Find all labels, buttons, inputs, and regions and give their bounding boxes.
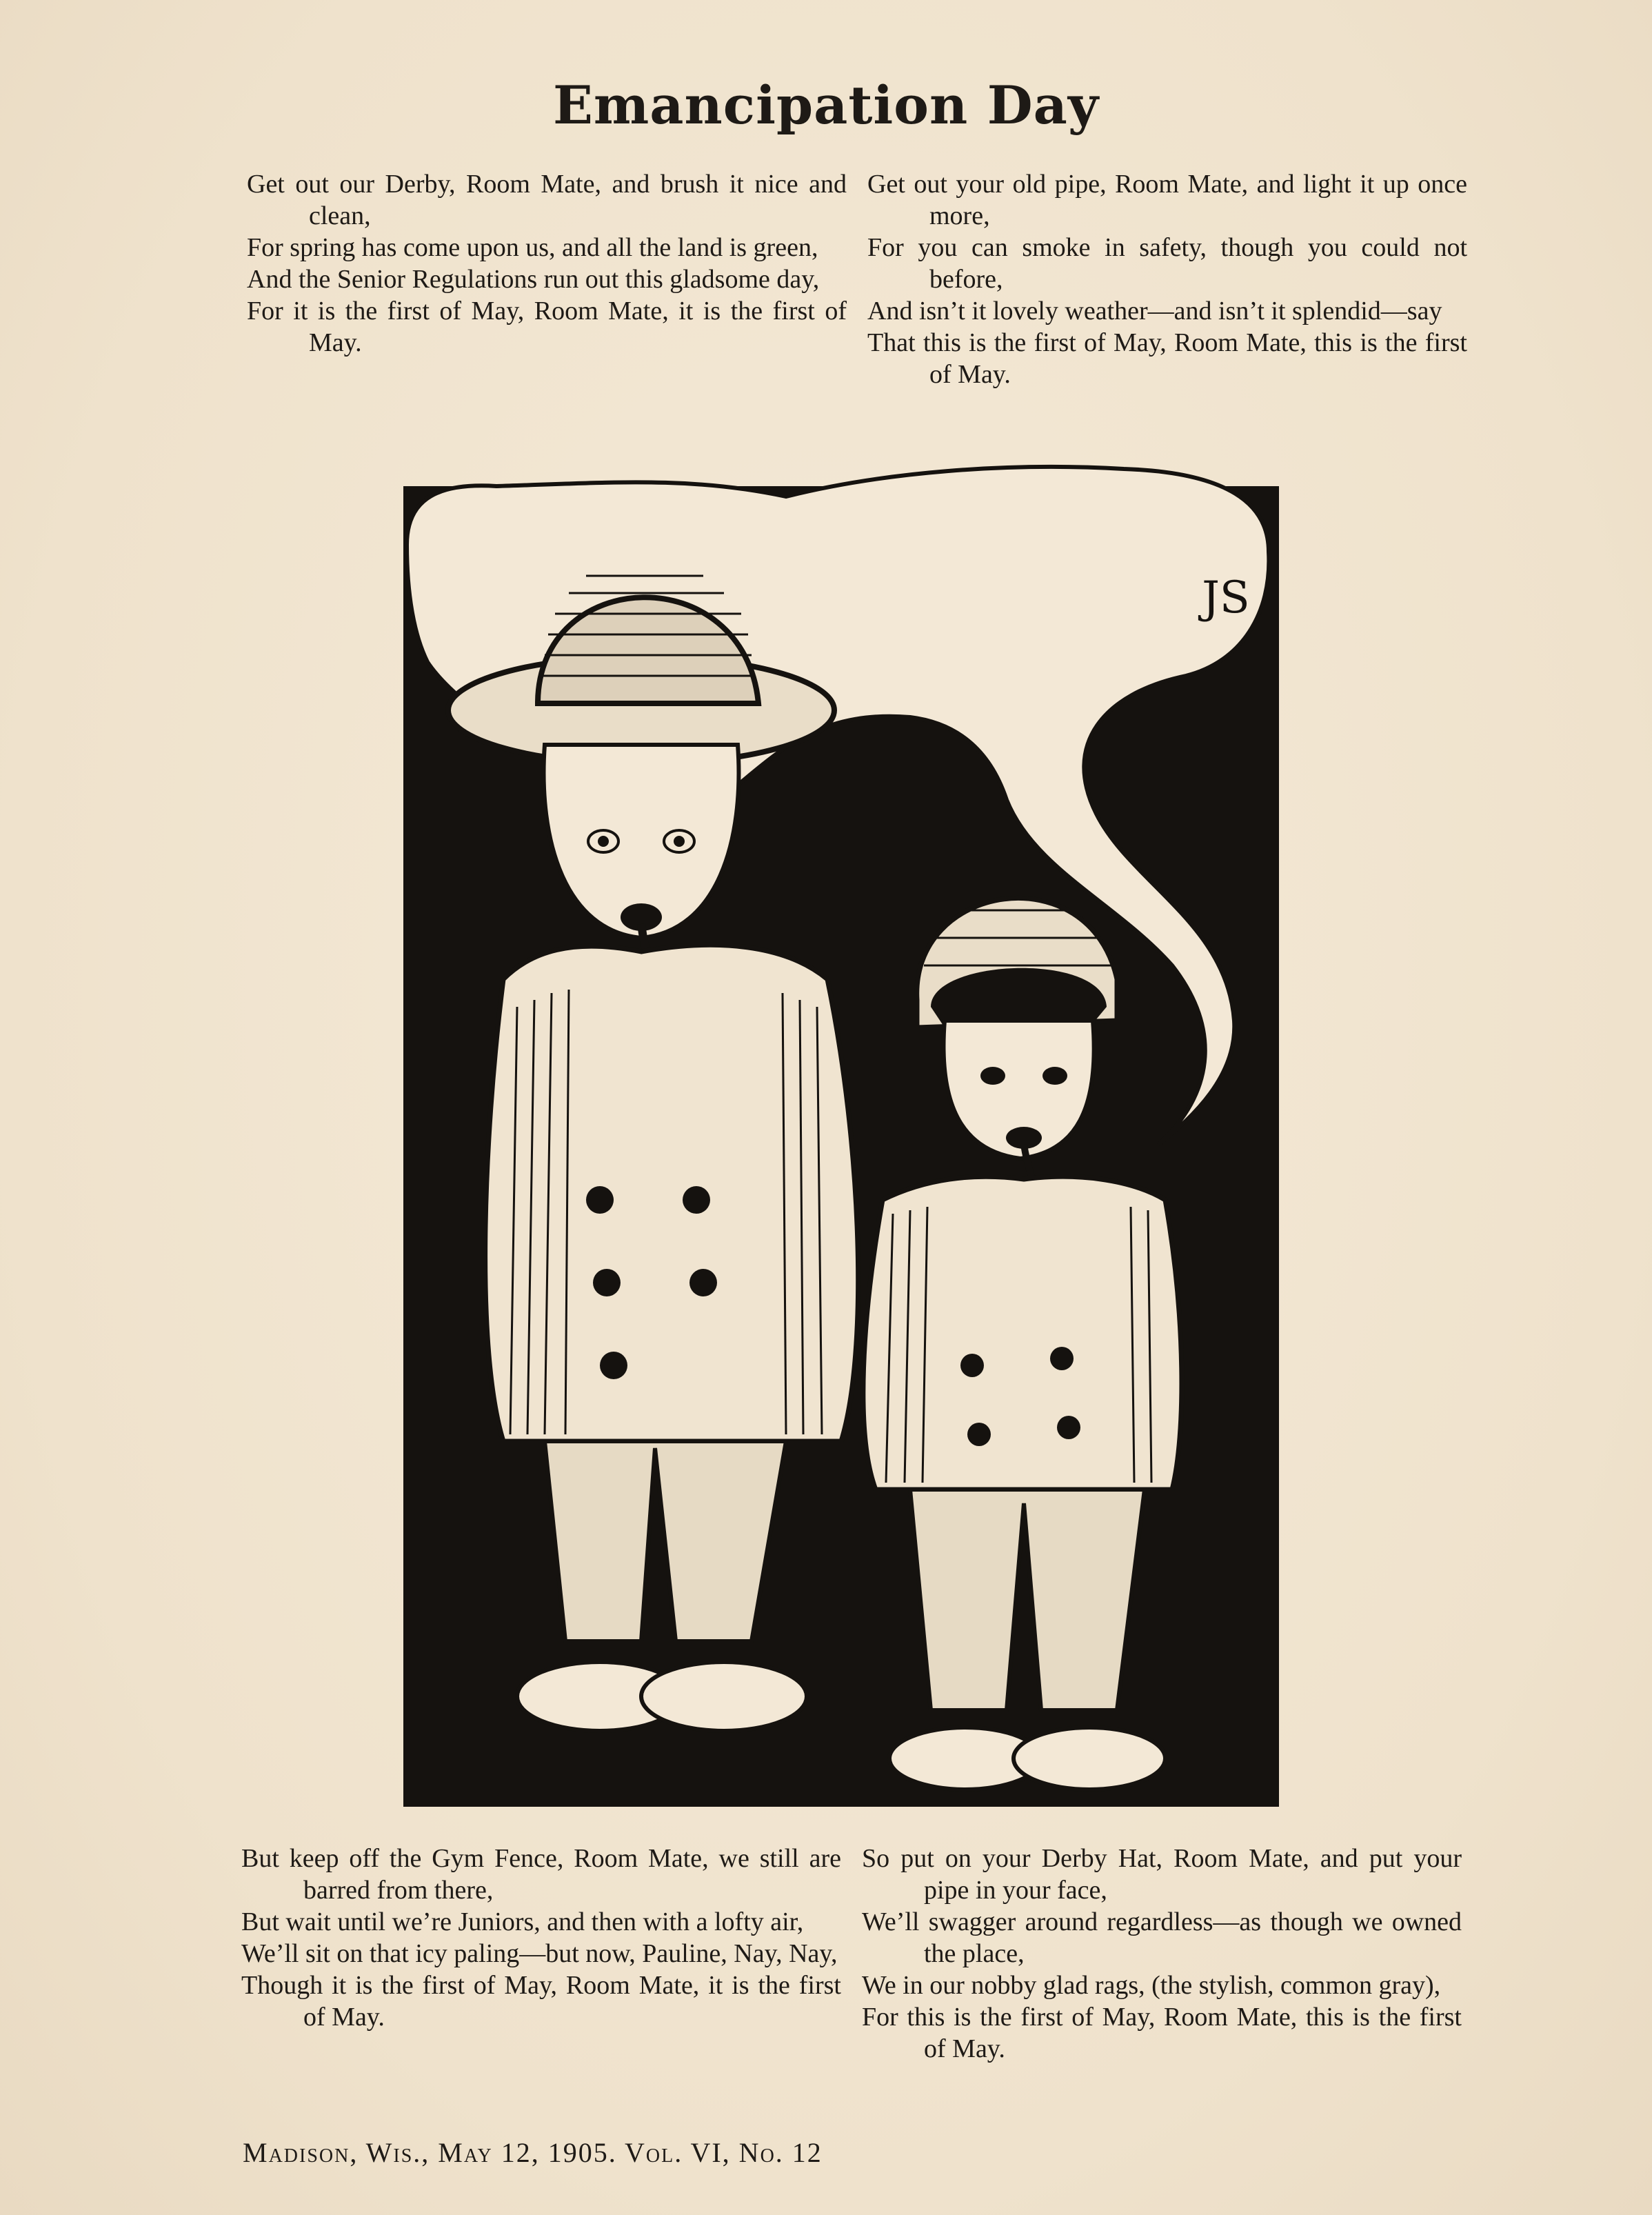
stanza-line: And isn’t it lovely weather—and isn’t it splendid—say [867, 297, 1442, 325]
artist-monogram: JS [1202, 572, 1250, 623]
stanza-line: Though it is the first of May, Room Mate, it is the first of May. [241, 1971, 841, 2032]
issue-footer: Madison, Wis., May 12, 1905. Vol. VI, No. 12 [243, 2137, 823, 2168]
stanza-line: Get out your old pipe, Room Mate, and light it up once more, [867, 170, 1467, 230]
page-title: Emancipation Day [552, 74, 1100, 136]
stanza-1 [247, 168, 847, 359]
stanza-line: But keep off the Gym Fence, Room Mate, we still are barred from there, [241, 1844, 841, 1905]
stanza-line: We in our nobby glad rags, (the stylish, common gray), [862, 1971, 1441, 2000]
stanza-line: For it is the first of May, Room Mate, it is the first of May. [247, 297, 847, 357]
stanza-line: But wait until we’re Juniors, and then with a lofty air, [241, 1907, 804, 1936]
stanza-line: That this is the first of May, Room Mate, this is the first of May. [867, 328, 1467, 389]
stanza-2 [867, 168, 1467, 390]
stanza-line: And the Senior Regulations run out this gladsome day, [247, 265, 820, 294]
stanza-line: For spring has come upon us, and all the land is green, [247, 233, 818, 262]
stanza-3 [241, 1843, 841, 2033]
stanza-4 [862, 1843, 1462, 2065]
roommates-illustration [400, 455, 1282, 1810]
stanza-line: For this is the first of May, Room Mate, this is the first of May. [862, 2003, 1462, 2063]
stanza-line: We’ll sit on that icy paling—but now, Pauline, Nay, Nay, [241, 1939, 838, 1968]
stanza-line: So put on your Derby Hat, Room Mate, and put your pipe in your face, [862, 1844, 1462, 1905]
stanza-line: Get out our Derby, Room Mate, and brush it nice and clean, [247, 170, 847, 230]
stanza-line: For you can smoke in safety, though you could not before, [867, 233, 1467, 294]
stanza-line: We’ll swagger around regardless—as though we owned the place, [862, 1907, 1462, 1968]
